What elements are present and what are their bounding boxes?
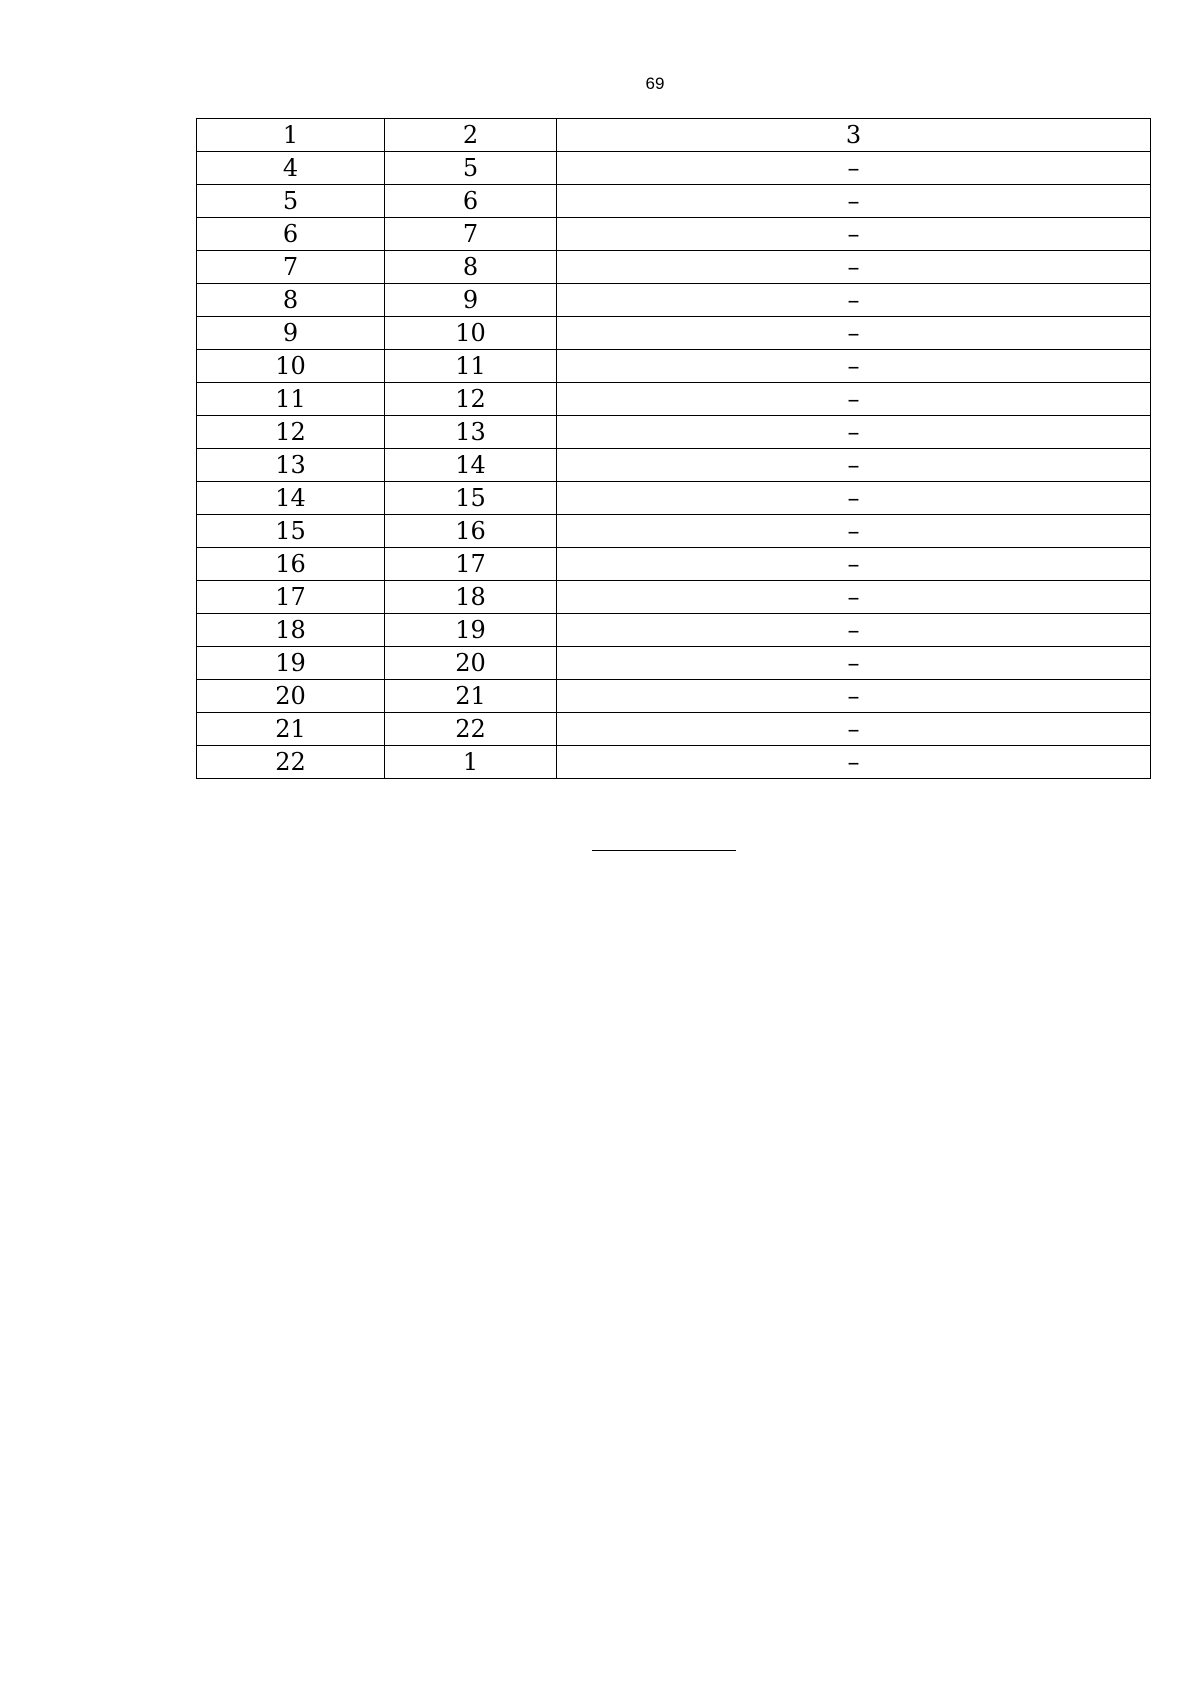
table-cell-col-2: 6 xyxy=(385,185,557,218)
table-row xyxy=(197,680,1151,713)
table-row xyxy=(197,185,1151,218)
table-cell-col-1: 13 xyxy=(197,449,385,482)
table-cell-col-3: – xyxy=(557,383,1151,416)
table-cell-col-3: 3 xyxy=(557,119,1151,152)
table-row xyxy=(197,515,1151,548)
table-cell-col-3: – xyxy=(557,152,1151,185)
table-cell-col-1: 14 xyxy=(197,482,385,515)
table-cell-col-2: 2 xyxy=(385,119,557,152)
table-cell-col-3: – xyxy=(557,614,1151,647)
table-cell-col-2: 7 xyxy=(385,218,557,251)
table-cell-col-2: 15 xyxy=(385,482,557,515)
table-cell-col-2: 10 xyxy=(385,317,557,350)
table-row xyxy=(197,416,1151,449)
table-cell-col-2: 12 xyxy=(385,383,557,416)
table-cell-col-2: 14 xyxy=(385,449,557,482)
table-cell-col-3: – xyxy=(557,416,1151,449)
table-row xyxy=(197,350,1151,383)
table-cell-col-3: – xyxy=(557,251,1151,284)
table-row xyxy=(197,152,1151,185)
table-cell-col-3: – xyxy=(557,284,1151,317)
table-cell-col-3: – xyxy=(557,647,1151,680)
table-cell-col-1: 17 xyxy=(197,581,385,614)
table-row xyxy=(197,713,1151,746)
table-cell-col-1: 7 xyxy=(197,251,385,284)
table-cell-col-3: – xyxy=(557,350,1151,383)
table-cell-col-3: – xyxy=(557,482,1151,515)
table-cell-col-1: 4 xyxy=(197,152,385,185)
table-cell-col-2: 19 xyxy=(385,614,557,647)
table-cell-col-2: 16 xyxy=(385,515,557,548)
table-cell-col-2: 22 xyxy=(385,713,557,746)
table-cell-col-2: 9 xyxy=(385,284,557,317)
data-table xyxy=(196,118,1151,779)
table-cell-col-1: 12 xyxy=(197,416,385,449)
table-cell-col-2: 8 xyxy=(385,251,557,284)
table-cell-col-3: – xyxy=(557,680,1151,713)
table-cell-col-2: 13 xyxy=(385,416,557,449)
page-number: 69 xyxy=(645,74,665,93)
table-row xyxy=(197,284,1151,317)
table-cell-col-3: – xyxy=(557,218,1151,251)
table-cell-col-2: 18 xyxy=(385,581,557,614)
table-cell-col-1: 11 xyxy=(197,383,385,416)
table-cell-col-1: 9 xyxy=(197,317,385,350)
table-cell-col-1: 21 xyxy=(197,713,385,746)
table-body xyxy=(197,119,1151,779)
table-cell-col-1: 20 xyxy=(197,680,385,713)
table-cell-col-1: 6 xyxy=(197,218,385,251)
end-of-section-rule xyxy=(592,850,736,851)
table-cell-col-1: 18 xyxy=(197,614,385,647)
table-row xyxy=(197,548,1151,581)
table-cell-col-1: 22 xyxy=(197,746,385,779)
table-cell-col-2: 17 xyxy=(385,548,557,581)
table-row xyxy=(197,218,1151,251)
table-row xyxy=(197,317,1151,350)
table-row xyxy=(197,581,1151,614)
table-cell-col-3: – xyxy=(557,449,1151,482)
table-cell-col-3: – xyxy=(557,548,1151,581)
table-row xyxy=(197,383,1151,416)
table-cell-col-3: – xyxy=(557,581,1151,614)
table-cell-col-1: 1 xyxy=(197,119,385,152)
table-cell-col-1: 16 xyxy=(197,548,385,581)
table-row xyxy=(197,482,1151,515)
table-cell-col-3: – xyxy=(557,713,1151,746)
table-row xyxy=(197,647,1151,680)
table-cell-col-1: 15 xyxy=(197,515,385,548)
table-cell-col-2: 11 xyxy=(385,350,557,383)
table-cell-col-1: 5 xyxy=(197,185,385,218)
table-cell-col-3: – xyxy=(557,317,1151,350)
table-cell-col-3: – xyxy=(557,515,1151,548)
table-row xyxy=(197,449,1151,482)
table-row xyxy=(197,251,1151,284)
table-cell-col-2: 5 xyxy=(385,152,557,185)
table-row xyxy=(197,746,1151,779)
table-cell-col-3: – xyxy=(557,746,1151,779)
table-cell-col-2: 20 xyxy=(385,647,557,680)
table-cell-col-2: 21 xyxy=(385,680,557,713)
table-row xyxy=(197,614,1151,647)
table-cell-col-2: 1 xyxy=(385,746,557,779)
table-cell-col-1: 19 xyxy=(197,647,385,680)
table-cell-col-1: 10 xyxy=(197,350,385,383)
table-cell-col-3: – xyxy=(557,185,1151,218)
table-cell-col-1: 8 xyxy=(197,284,385,317)
table-header-row xyxy=(197,119,1151,152)
